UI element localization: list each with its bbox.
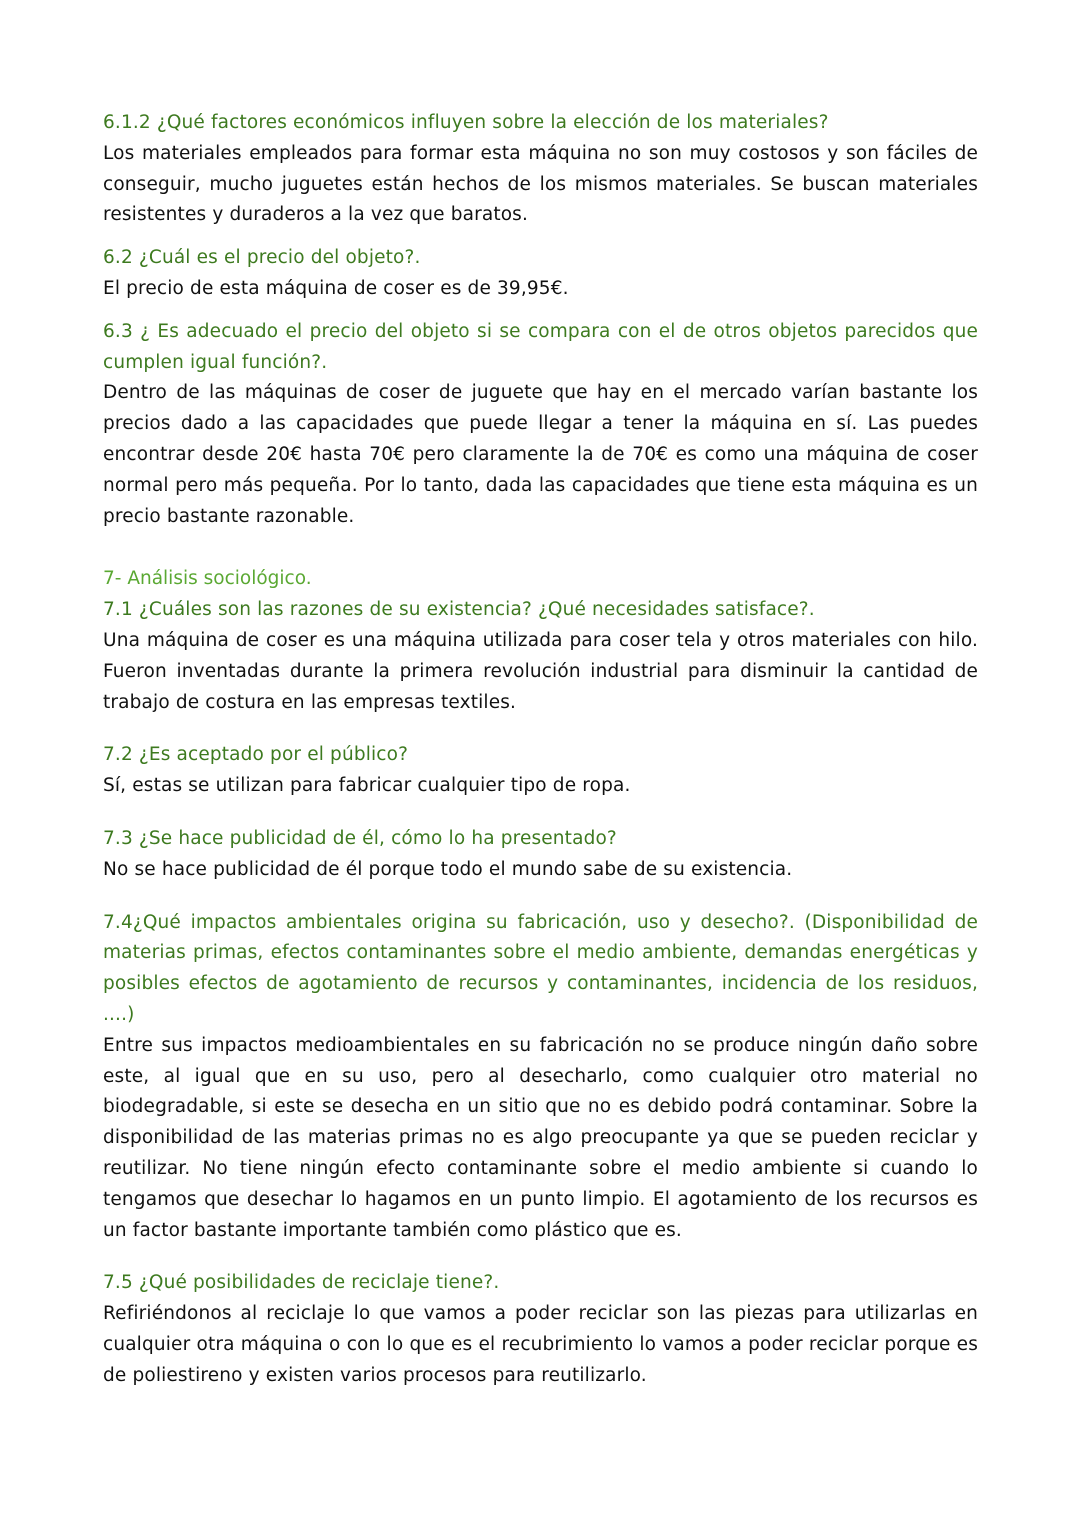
answer-paragraph: Entre sus impactos medioambientales en su fabricación no se produce ningún daño sobre este, al igual que en su uso, pero al desecharlo, como cualquier otro material no biodegradable, si este se desecha en un sitio que no es debido podrá contaminar. Sobre la disponibilidad de las materias primas no es algo preocupante ya que se pueden reciclar y reutilizar. No tiene ningún efecto contaminante sobre el medio ambiente si cuando lo tengamos que desechar lo hagamos en un punto limpio. El agotamiento de los recursos es un factor bastante importante también como plástico que es. [103, 1034, 978, 1241]
section-7 [103, 564, 978, 1391]
block-7-1 [103, 595, 978, 718]
answer-paragraph: Refiriéndonos al reciclaje lo que vamos a poder reciclar son las piezas para utilizarlas en cualquier otra máquina o con lo que es el recubrimiento lo vamos a poder reciclar porque es de poliestireno y existen varios procesos para reutilizarlo. [103, 1303, 978, 1386]
answer-paragraph: No se hace publicidad de él porque todo el mundo sabe de su existencia. [103, 858, 793, 880]
answer-paragraph: Una máquina de coser es una máquina utilizada para coser tela y otros materiales con hilo. Fueron inventadas durante la primera revolución industrial para disminuir la cantidad de trabajo de costura en las empresas textiles. [103, 629, 978, 713]
question-heading: 7.4¿Qué impactos ambientales origina su fabricación, uso y desecho?. (Disponibilidad de materias primas, efectos contaminantes sobre el medio ambiente, demandas energéticas y posibles efectos de agotamiento de recursos y contaminantes, incidencia de los residuos, ....) [103, 911, 978, 1025]
answer-paragraph: Sí, estas se utilizan para fabricar cualquier tipo de ropa. [103, 775, 631, 797]
block-6-2 [103, 243, 978, 305]
document-page [103, 108, 978, 1391]
answer-paragraph: Dentro de las máquinas de coser de juguete que hay en el mercado varían bastante los precios dado a las capacidades que puede llegar a tener la máquina en sí. Las puedes encontrar desde 20€ hasta 70€ pero claramente la de 70€ es como una máquina de coser normal pero más pequeña. Por lo tanto, dada las capacidades que tiene esta máquina es un precio bastante razonable. [103, 382, 978, 527]
answer-paragraph: El precio de esta máquina de coser es de 39,95€. [103, 277, 569, 299]
question-heading: 7.1 ¿Cuáles son las razones de su existencia? ¿Qué necesidades satisface?. [103, 599, 815, 621]
block-6-3 [103, 317, 978, 533]
block-7-4 [103, 908, 978, 1247]
block-7-3 [103, 824, 978, 886]
question-heading: 7.2 ¿Es aceptado por el público? [103, 744, 409, 766]
block-7-5 [103, 1268, 978, 1391]
block-6-1-2 [103, 108, 978, 231]
answer-paragraph: Los materiales empleados para formar esta máquina no son muy costosos y son fáciles de conseguir, mucho juguetes están hechos de los mismos materiales. Se buscan materiales resistentes y duraderos a la vez que baratos. [103, 142, 978, 226]
section-title: 7- Análisis sociológico. [103, 568, 312, 590]
question-heading: 6.2 ¿Cuál es el precio del objeto?. [103, 247, 421, 269]
question-heading: 6.1.2 ¿Qué factores económicos influyen sobre la elección de los materiales? [103, 112, 829, 133]
question-heading: 7.3 ¿Se hace publicidad de él, cómo lo ha presentado? [103, 827, 617, 849]
question-heading: 6.3 ¿ Es adecuado el precio del objeto si se compara con el de otros objetos parecidos que cumplen igual función?. [103, 320, 978, 373]
question-heading: 7.5 ¿Qué posibilidades de reciclaje tiene?. [103, 1272, 500, 1294]
block-7-2 [103, 740, 978, 802]
